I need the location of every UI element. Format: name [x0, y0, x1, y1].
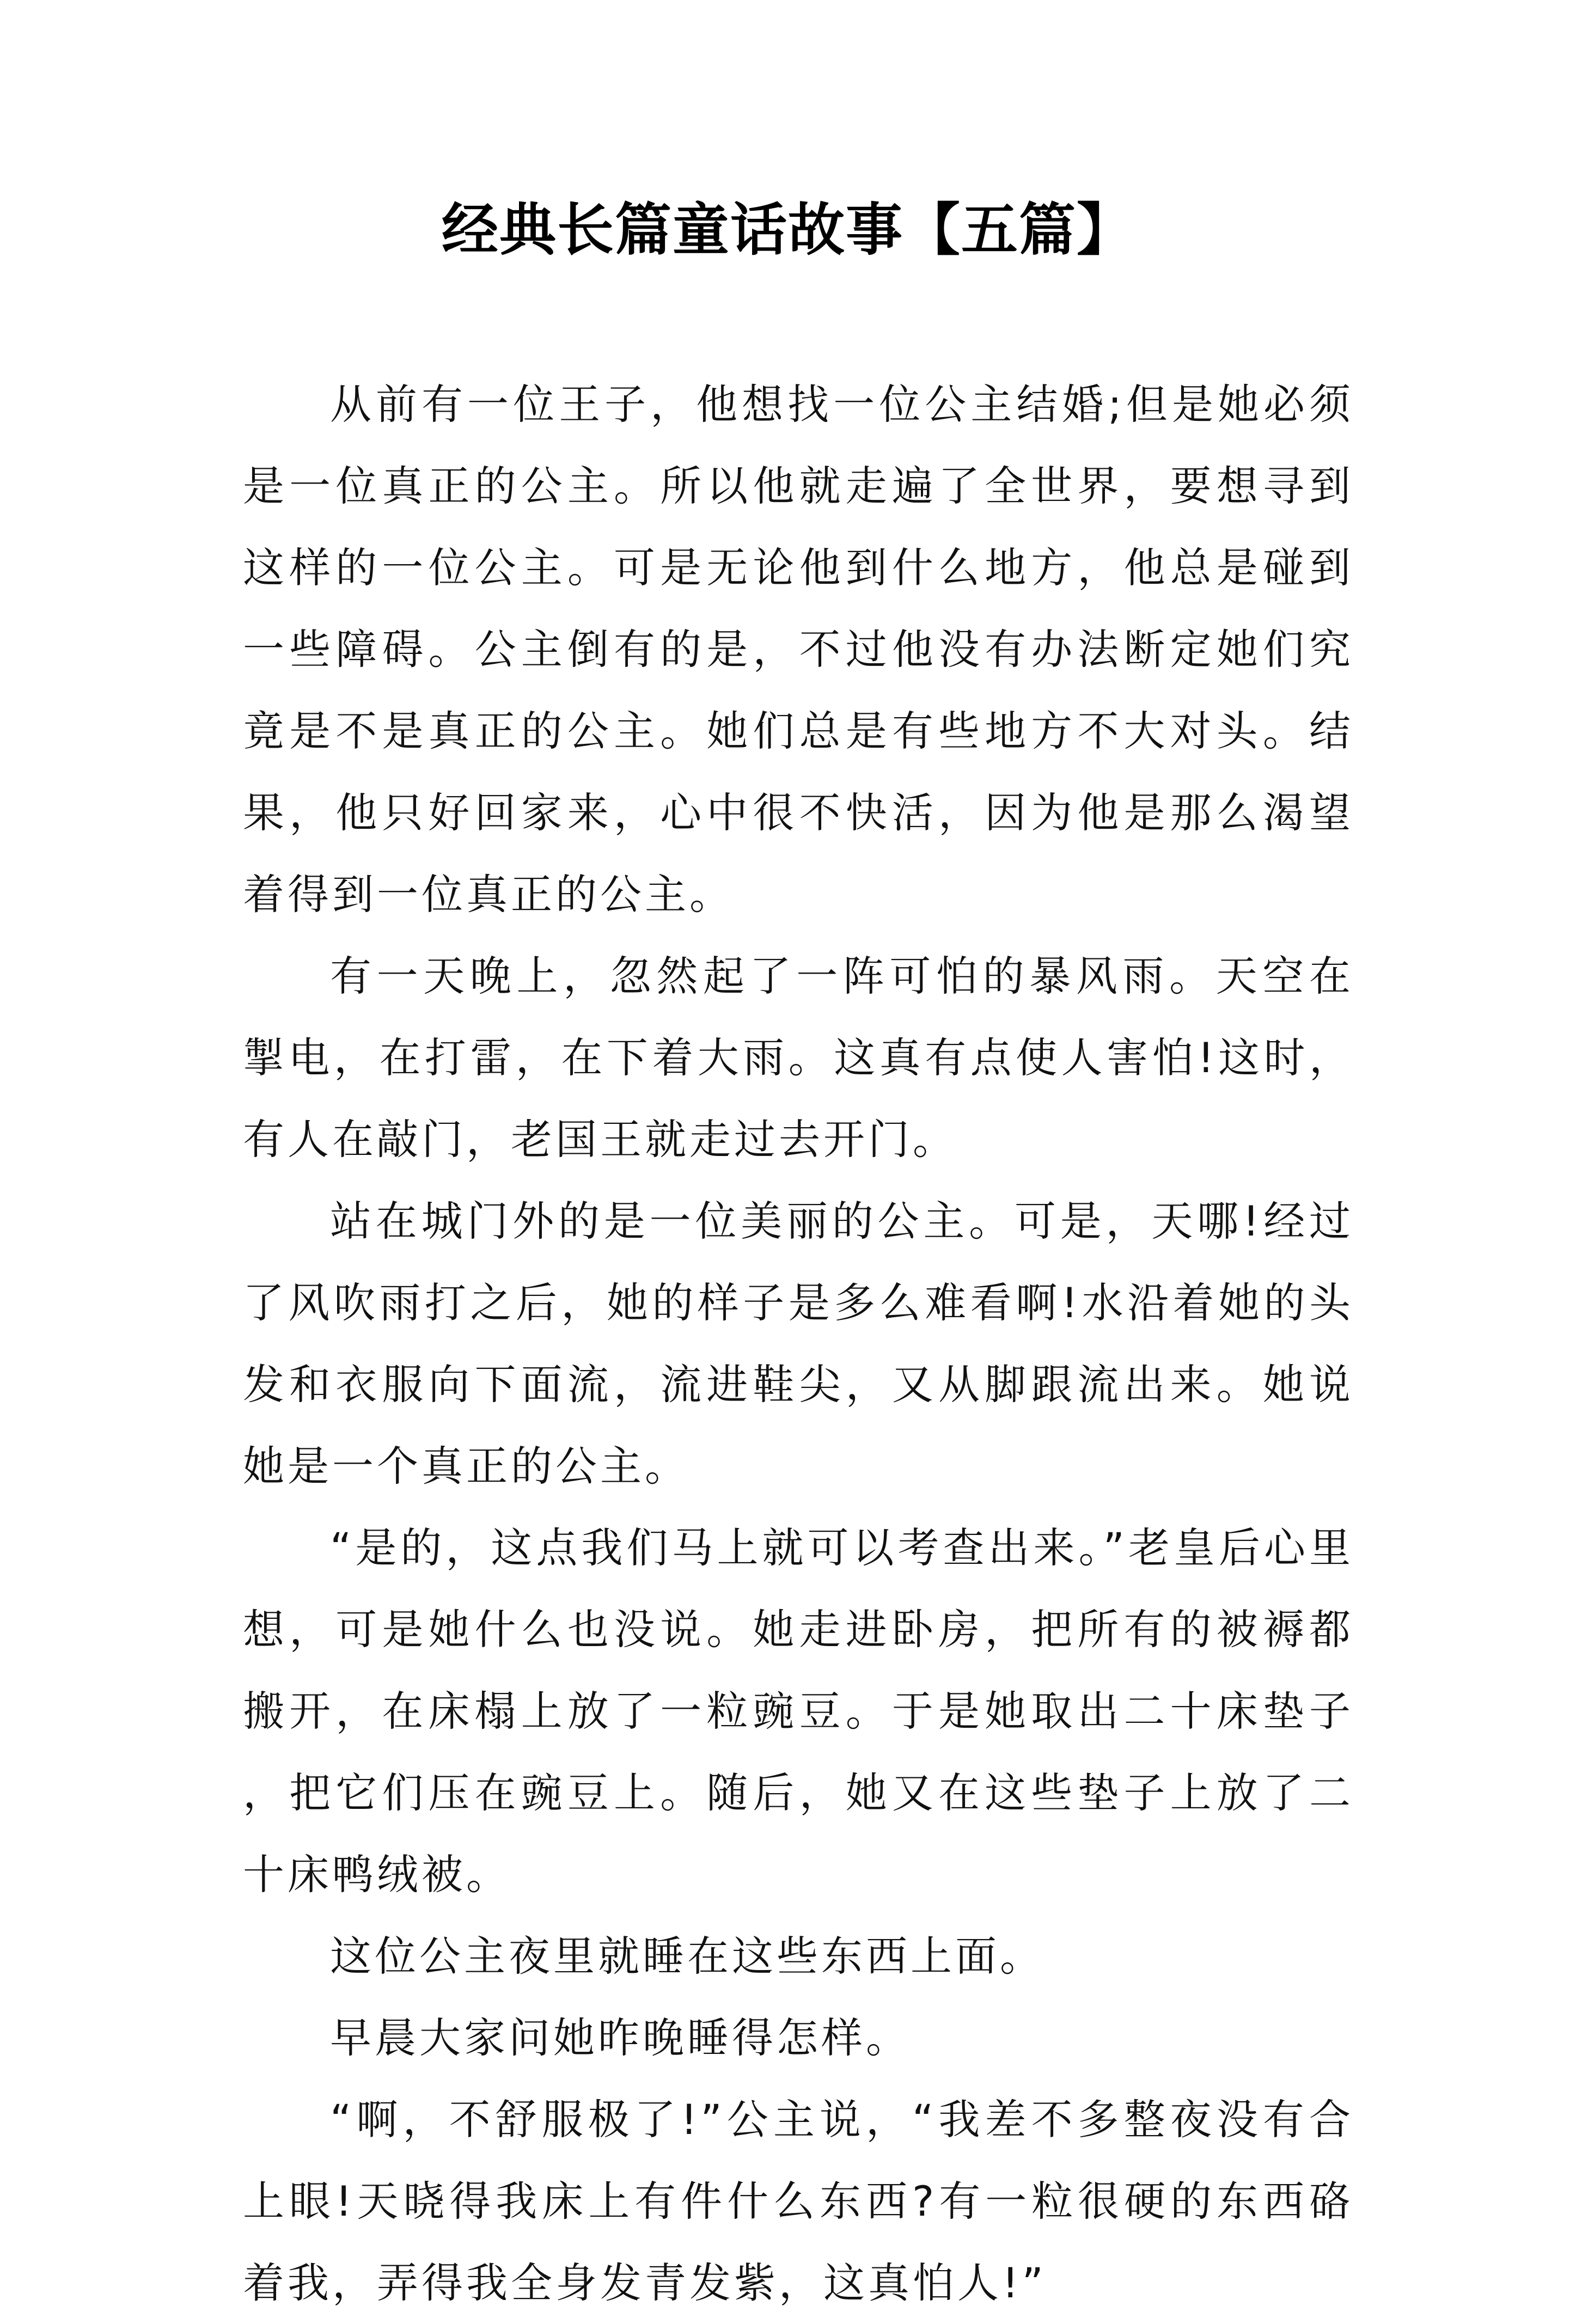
- document-body: [243, 364, 1354, 2324]
- paragraph-2: 有一天晚上，忽然起了一阵可怕的暴风雨。天空在掣电，在打雷，在下着大雨。这真有点使人害怕!这时，有人在敲门，老国王就走过去开门。: [243, 952, 1354, 1164]
- paragraph-6: 早晨大家问她昨晚睡得怎样。: [330, 2014, 911, 2062]
- document-title: 经典长篇童话故事【五篇】: [441, 196, 1134, 263]
- paragraph-4: “是的，这点我们马上就可以考查出来。”老皇后心里想，可是她什么也没说。她走进卧房，把所有的被褥都搬开，在床榻上放了一粒豌豆。于是她取出二十床垫子，把它们压在豌豆上。随后，她又在这些垫子上放了二十床鸭绒被。: [243, 1524, 1354, 1899]
- paragraph-3: 站在城门外的是一位美丽的公主。可是，天哪!经过了风吹雨打之后，她的样子是多么难看啊!水沿着她的头发和衣服向下面流，流进鞋尖，又从脚跟流出来。她说她是一个真正的公主。: [243, 1197, 1354, 1490]
- paragraph-5: 这位公主夜里就睡在这些东西上面。: [330, 1932, 1044, 1980]
- paragraph-1: 从前有一位王子，他想找一位公主结婚;但是她必须是一位真正的公主。所以他就走遍了全世界，要想寻到这样的一位公主。可是无论他到什么地方，他总是碰到一些障碍。公主倒有的是，不过他没有办法断定她们究竟是不是真正的公主。她们总是有些地方不大对头。结果，他只好回家来，心中很不快活，因为他是那么渴望着得到一位真正的公主。: [243, 380, 1354, 919]
- paragraph-7: “啊，不舒服极了!”公主说，“我差不多整夜没有合上眼!天晓得我床上有件什么东西?有一粒很硬的东西硌着我，弄得我全身发青发紫，这真怕人!”: [243, 2095, 1354, 2307]
